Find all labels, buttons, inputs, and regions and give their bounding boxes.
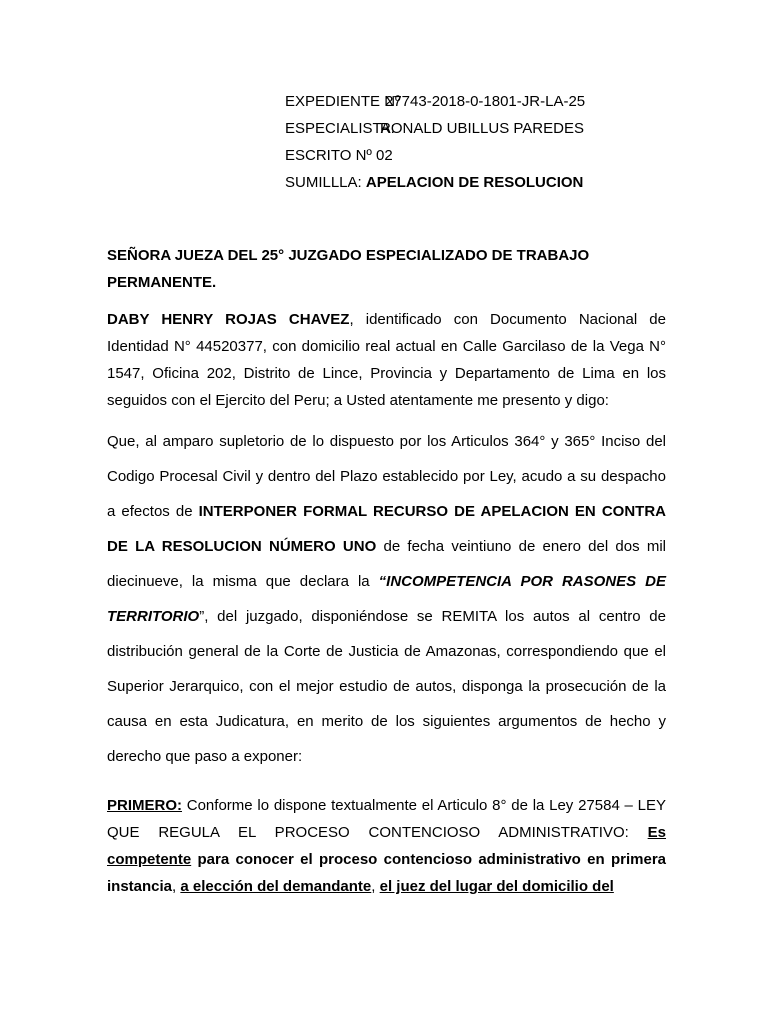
sumilla-label: SUMILLLA: (285, 174, 362, 191)
primero-sep-1: , (172, 878, 181, 895)
especialista-line (285, 115, 585, 142)
paragraph-appeal (107, 424, 666, 774)
escrito-line: ESCRITO Nº 02 (285, 147, 393, 164)
addressee-heading: SEÑORA JUEZA DEL 25° JUZGADO ESPECIALIZADO DE TRABAJO PERMANENTE. (107, 247, 590, 291)
plaintiff-name: DABY HENRY ROJAS CHAVEZ (107, 311, 350, 328)
appeal-bold-quote: “INCOMPETENCIA POR RASONES DE TERRITORIO (107, 573, 666, 625)
appeal-rest-text: ”, del juzgado, disponiéndose se REMITA los autos al centro de distribución general de la Corte de Justicia de Amazonas, correspondiendo que el Superior Jerarquico, con el mejor estudio de autos, disponga la prosecución de la causa en esta Judicatura, en merito de los siguientes argumentos de hecho y derecho que paso a exponer: (107, 608, 666, 765)
appeal-mid-text: de fecha veintiuno de enero del dos mil diecinueve, la misma que declara la (107, 538, 666, 590)
expediente-line (285, 88, 585, 115)
expediente-label: EXPEDIENTE Nº (285, 93, 401, 110)
paragraph-identification (107, 306, 666, 414)
primero-sep-2: , (371, 878, 380, 895)
appeal-bold-request: INTERPONER FORMAL RECURSO DE APELACION EN CONTRA DE LA RESOLUCION NÚMERO UNO (107, 503, 666, 555)
case-header (285, 88, 585, 196)
primero-underlined-1: Es competente (107, 824, 666, 868)
primero-underlined-3: el juez del lugar del domicilio del (379, 878, 614, 895)
primero-bold-1: para conocer el proceso contencioso administrativo en primera instancia (107, 851, 666, 895)
sumilla-value: APELACION DE RESOLUCION (365, 174, 584, 191)
appeal-intro: Que, al amparo supletorio de lo dispuesto por los Articulos 364° y 365° Inciso del Codigo Procesal Civil y dentro del Plazo establecido por Ley, acudo a su despacho a efectos de (107, 433, 666, 520)
expediente-value: 27743-2018-0-1801-JR-LA-25 (385, 93, 586, 110)
primero-label: PRIMERO: (107, 797, 182, 814)
identification-text: , identificado con Documento Nacional de Identidad N° 44520377, con domicilio real actual en Calle Garcilaso de la Vega N° 1547, Oficina 202, Distrito de Lince, Provincia y Departamento de Lima en los seguidos con el Ejercito del Peru; a Usted atentamente me presento y digo: (107, 311, 666, 409)
primero-text: Conforme lo dispone textualmente el Articulo 8° de la Ley 27584 – LEY QUE REGULA EL PROCESO CONTENCIOSO ADMINISTRATIVO: (107, 797, 666, 841)
sumilla-line (285, 169, 585, 196)
primero-underlined-2: a elección del demandante (180, 878, 372, 895)
paragraph-primero (107, 792, 666, 900)
especialista-value: RONALD UBILLUS PAREDES (380, 120, 584, 137)
especialista-label: ESPECIALISTA: (285, 120, 395, 137)
